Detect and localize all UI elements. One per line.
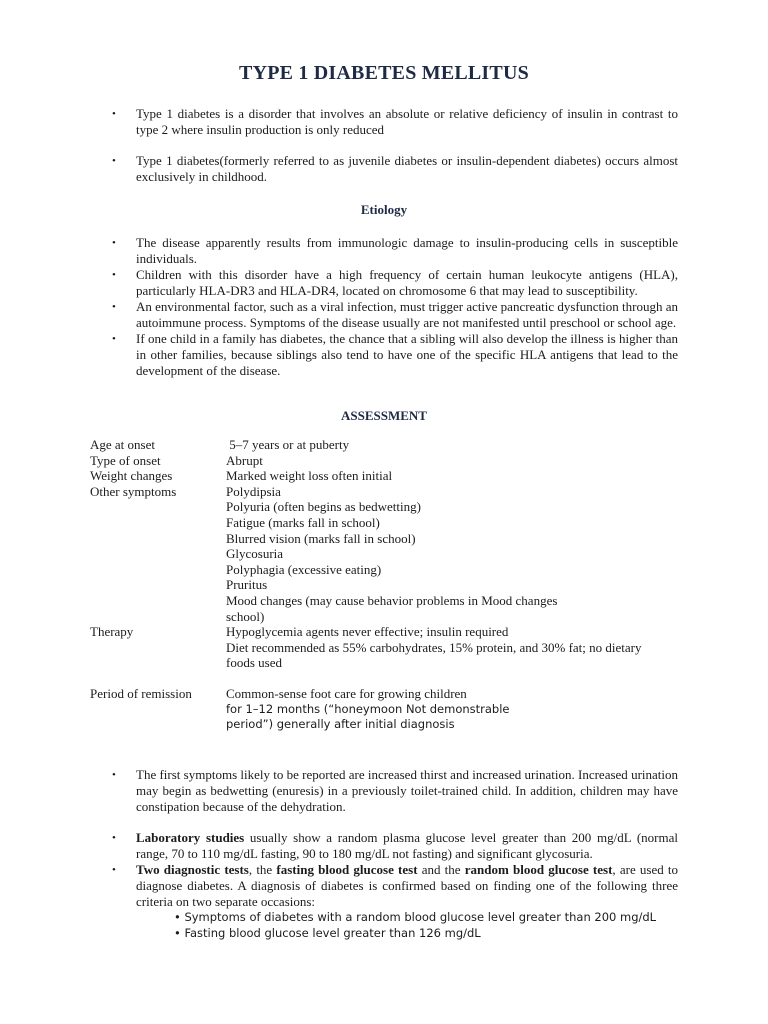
criteria-item: • Symptoms of diabetes with a random blood glucose level greater than 200 mg/dL	[174, 910, 657, 924]
bullet-icon: •	[112, 333, 116, 345]
list-item: • Two diagnostic tests, the fasting blood glucose test and the random blood glucose test, are used to diagnose diabetes. A diagnosis of diabetes is confirmed based on finding one of the following three criteria on two separate occasions:	[112, 862, 679, 909]
intro-list	[0, 106, 768, 138]
bullet-icon: •	[112, 269, 116, 281]
list-item: • The first symptoms likely to be reported are increased thirst and increased urination. Increased urination may begin as bedwetting (enuresis) in a previously toilet-trained child. In addition, children may have constipation because of the dehydration.	[112, 767, 678, 814]
bullet-icon: •	[112, 769, 116, 781]
bullet-icon: •	[112, 237, 116, 249]
list-item: • Type 1 diabetes(formerly referred to as juvenile diabetes or insulin-dependent diabetes) occurs almost exclusively in childhood.	[112, 153, 678, 184]
diagnosis-list	[0, 830, 768, 910]
assessment-row-onset: Type of onset Abrupt	[90, 452, 263, 468]
bullet-icon: •	[112, 108, 116, 120]
symptoms-list	[0, 767, 768, 815]
bullet-icon: •	[112, 864, 116, 876]
list-item: • Children with this disorder have a high frequency of certain human leukocyte antigens (HLA), particularly HLA-DR3 and HLA-DR4, located on chromosome 6 that may lead to susceptibility.	[112, 267, 678, 298]
assessment-row-weight: Weight changes Marked weight loss often initial	[90, 468, 393, 484]
intro-list-2	[0, 153, 768, 185]
bullet-icon: •	[112, 301, 116, 313]
bullet-icon: •	[112, 155, 116, 167]
list-item: • Laboratory studies usually show a random plasma glucose level greater than 200 mg/dL (normal range, 70 to 110 mg/dL fasting, 90 to 180 mg/dL not fasting) and significant glycosuria.	[112, 830, 679, 861]
page-title: TYPE 1 DIABETES MELLITUS	[239, 62, 529, 84]
bullet-icon: •	[112, 832, 116, 844]
list-item: • Type 1 diabetes is a disorder that involves an absolute or relative deficiency of insulin in contrast to type 2 where insulin production is only reduced	[112, 106, 678, 137]
list-item: • The disease apparently results from immunologic damage to insulin-producing cells in susceptible individuals.	[112, 235, 678, 266]
list-item: • If one child in a family has diabetes, the chance that a sibling will also develop the illness is higher than in other families, because siblings also tend to have one of the specific HLA antigens that lead to the development of the disease.	[112, 331, 678, 378]
assessment-heading: ASSESSMENT	[341, 408, 427, 423]
assessment-row-therapy: Therapy Hypoglycemia agents never effective; insulin required Diet recommended as 55% carbohydrates, 15% protein, and 30% fat; no dietary foods used	[90, 624, 642, 671]
assessment-table	[90, 437, 690, 733]
assessment-row-age: Age at onset 5–7 years or at puberty	[90, 437, 350, 452]
etiology-list	[0, 235, 768, 379]
etiology-heading: Etiology	[360, 202, 408, 217]
list-item: • An environmental factor, such as a viral infection, must trigger active pancreatic dysfunction through an autoimmune process. Symptoms of the disease usually are not manifested until preschool or school age.	[112, 299, 678, 330]
assessment-row-symptoms: Other symptoms Polydipsia Polyuria (often begins as bedwetting) Fatigue (marks fall in school) Blurred vision (marks fall in school) Glycosuria Polyphagia (excessive eating) Pruritus Mood changes (may cause behavior problems in Mood changes school)	[90, 483, 558, 624]
criteria-item: • Fasting blood glucose level greater than 126 mg/dL	[174, 926, 481, 940]
assessment-row-remission: Period of remission Common-sense foot care for growing children for 1–12 months (“honeymoon Not demonstrable period”) generally after initial diagnosis	[90, 685, 510, 732]
